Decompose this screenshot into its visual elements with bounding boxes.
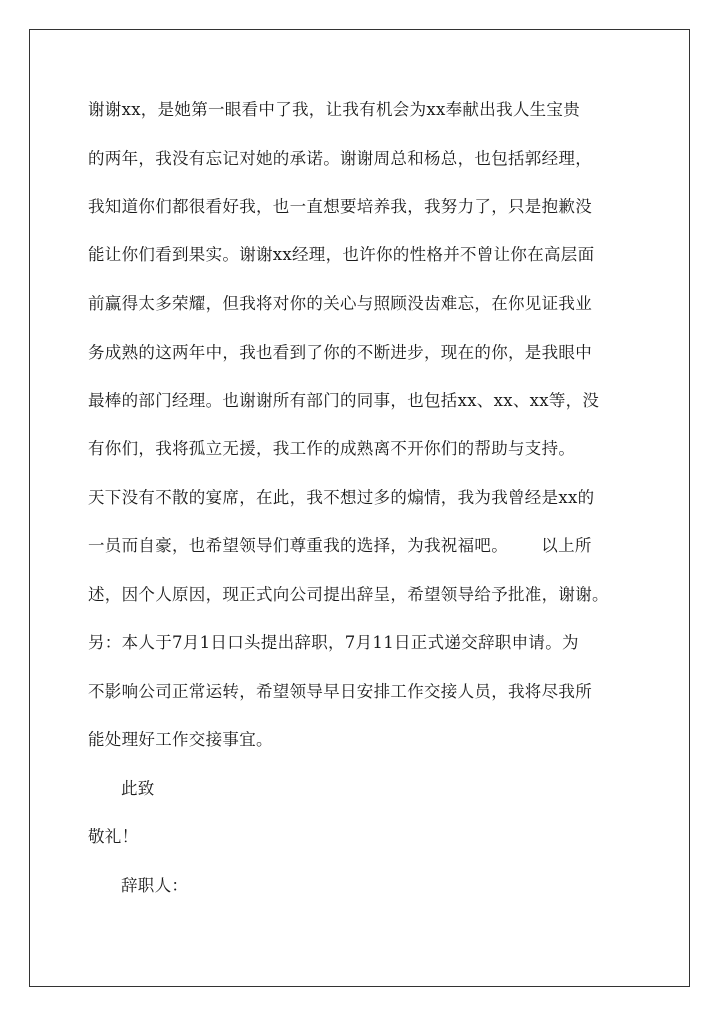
body-line: 能处理好工作交接事宜。: [88, 730, 273, 749]
body-line: 一员而自豪，也希望领导们尊重我的选择，为我祝福吧。 以上所: [88, 536, 592, 555]
body-line: 谢谢xx，是她第一眼看中了我，让我有机会为xx奉献出我人生宝贵: [88, 100, 581, 119]
body-line: 最棒的部门经理。也谢谢所有部门的同事，也包括xx、xx、xx等，没: [88, 391, 600, 410]
body-line: 我知道你们都很看好我，也一直想要培养我，我努力了，只是抱歉没: [88, 197, 592, 216]
body-line: 不影响公司正常运转，希望领导早日安排工作交接人员，我将尽我所: [88, 682, 592, 701]
closing-regards: 敬礼！: [88, 827, 139, 846]
body-line: 有你们，我将孤立无援，我工作的成熟离不开你们的帮助与支持。: [88, 439, 576, 458]
closing-salutation: 此致: [121, 779, 155, 798]
body-line: 前赢得太多荣耀，但我将对你的关心与照顾没齿难忘，在你见证我业: [88, 294, 592, 313]
body-line: 另：本人于7月1日口头提出辞职，7月11日正式递交辞职申请。为: [88, 633, 579, 652]
body-line: 能让你们看到果实。谢谢xx经理，也许你的性格并不曾让你在高层面: [88, 245, 595, 264]
body-line: 天下没有不散的宴席，在此，我不想过多的煽情，我为我曾经是xx的: [88, 488, 595, 507]
body-line: 的两年，我没有忘记对她的承诺。谢谢周总和杨总，也包括郭经理，: [88, 149, 592, 168]
body-line: 述，因个人原因，现正式向公司提出辞呈，希望领导给予批准，谢谢。: [88, 585, 609, 604]
body-line: 务成熟的这两年中，我也看到了你的不断进步，现在的你，是我眼中: [88, 343, 592, 362]
signature-label: 辞职人：: [121, 876, 189, 895]
